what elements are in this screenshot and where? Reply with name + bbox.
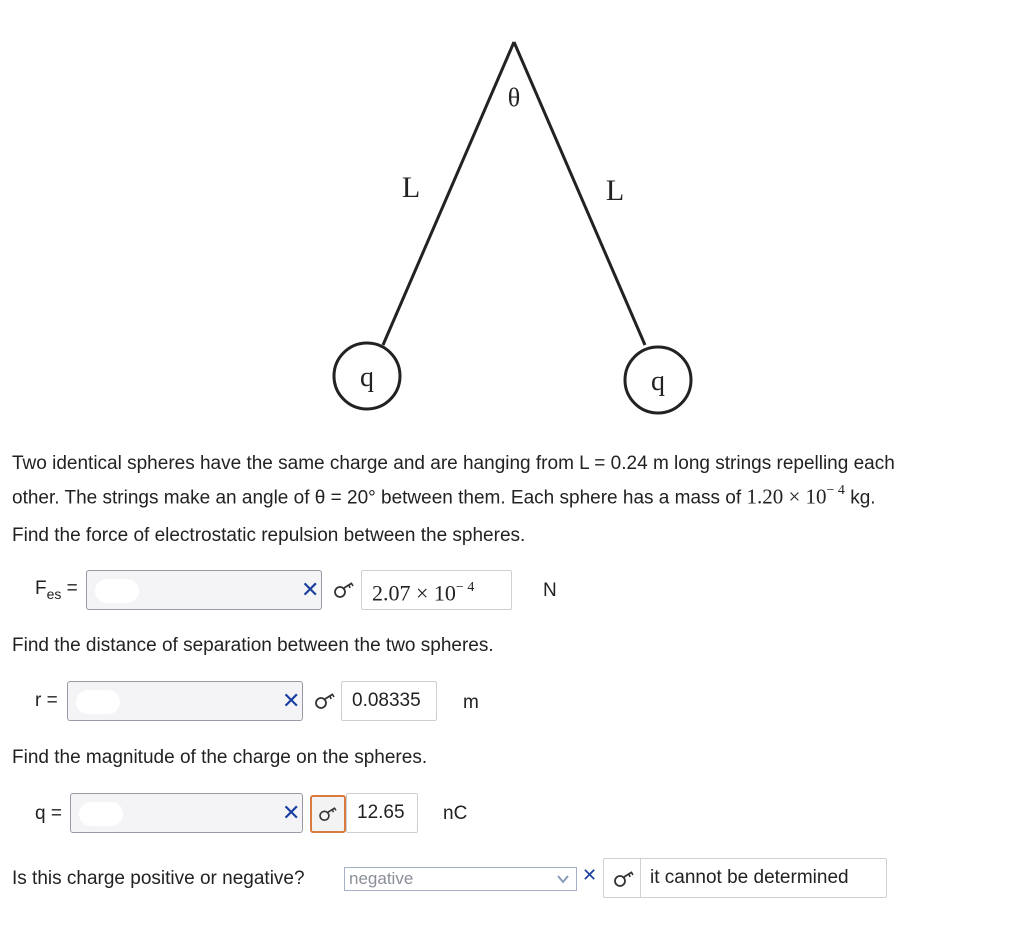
charge-label: q =	[35, 803, 62, 824]
distance-unit: m	[463, 692, 479, 713]
right-string-label: L	[605, 174, 625, 207]
key-icon[interactable]	[332, 578, 356, 602]
mass-unit: kg.	[844, 487, 876, 509]
wrong-icon: ✕	[301, 578, 320, 603]
mass-value: 1.20 × 10	[746, 484, 827, 509]
distance-correct-answer: 0.08335	[341, 681, 437, 721]
distance-input[interactable]	[67, 681, 303, 721]
sign-select[interactable]	[344, 867, 577, 891]
key-icon[interactable]	[612, 867, 636, 891]
q4-prompt: Is this charge positive or negative?	[12, 868, 305, 889]
q1-prompt: Find the force of electrostatic repulsion between the spheres.	[12, 525, 526, 546]
force-input[interactable]	[86, 570, 322, 610]
angle-label: θ	[507, 83, 521, 112]
problem-line-2: other. The strings make an angle of θ = 20° between them. Each sphere has a mass of	[12, 487, 747, 509]
charge-input[interactable]	[70, 793, 303, 833]
charge-unit: nC	[443, 803, 468, 824]
chevron-down-icon	[556, 872, 570, 886]
sign-correct-text: it cannot be determined	[650, 867, 849, 888]
left-charge-label: q	[360, 362, 374, 393]
problem-statement	[12, 449, 895, 512]
key-icon[interactable]	[310, 795, 346, 833]
pendulum-diagram	[0, 0, 1024, 440]
left-string-label: L	[401, 171, 421, 204]
problem-line-1: Two identical spheres have the same charge and are hanging from L = 0.24 m long strings repelling each	[12, 453, 895, 474]
key-icon[interactable]	[313, 689, 337, 713]
sign-correct-answer	[603, 858, 887, 898]
distance-label: r =	[35, 690, 58, 711]
force-correct-answer: $2.07 \times 10^{- 4}$	[361, 570, 512, 610]
force-unit: N	[543, 580, 557, 601]
mass-exponent: − 4	[826, 483, 845, 498]
sign-select-value: negative	[349, 869, 414, 888]
wrong-icon: ✕	[582, 865, 598, 886]
q2-prompt: Find the distance of separation between the two spheres.	[12, 635, 494, 656]
force-label: $F_{es}$ =	[35, 578, 78, 602]
q3-prompt: Find the magnitude of the charge on the spheres.	[12, 747, 428, 768]
wrong-icon: ✕	[282, 689, 301, 714]
wrong-icon: ✕	[282, 801, 301, 826]
charge-correct-answer: 12.65	[346, 793, 418, 833]
right-charge-label: q	[651, 366, 665, 397]
